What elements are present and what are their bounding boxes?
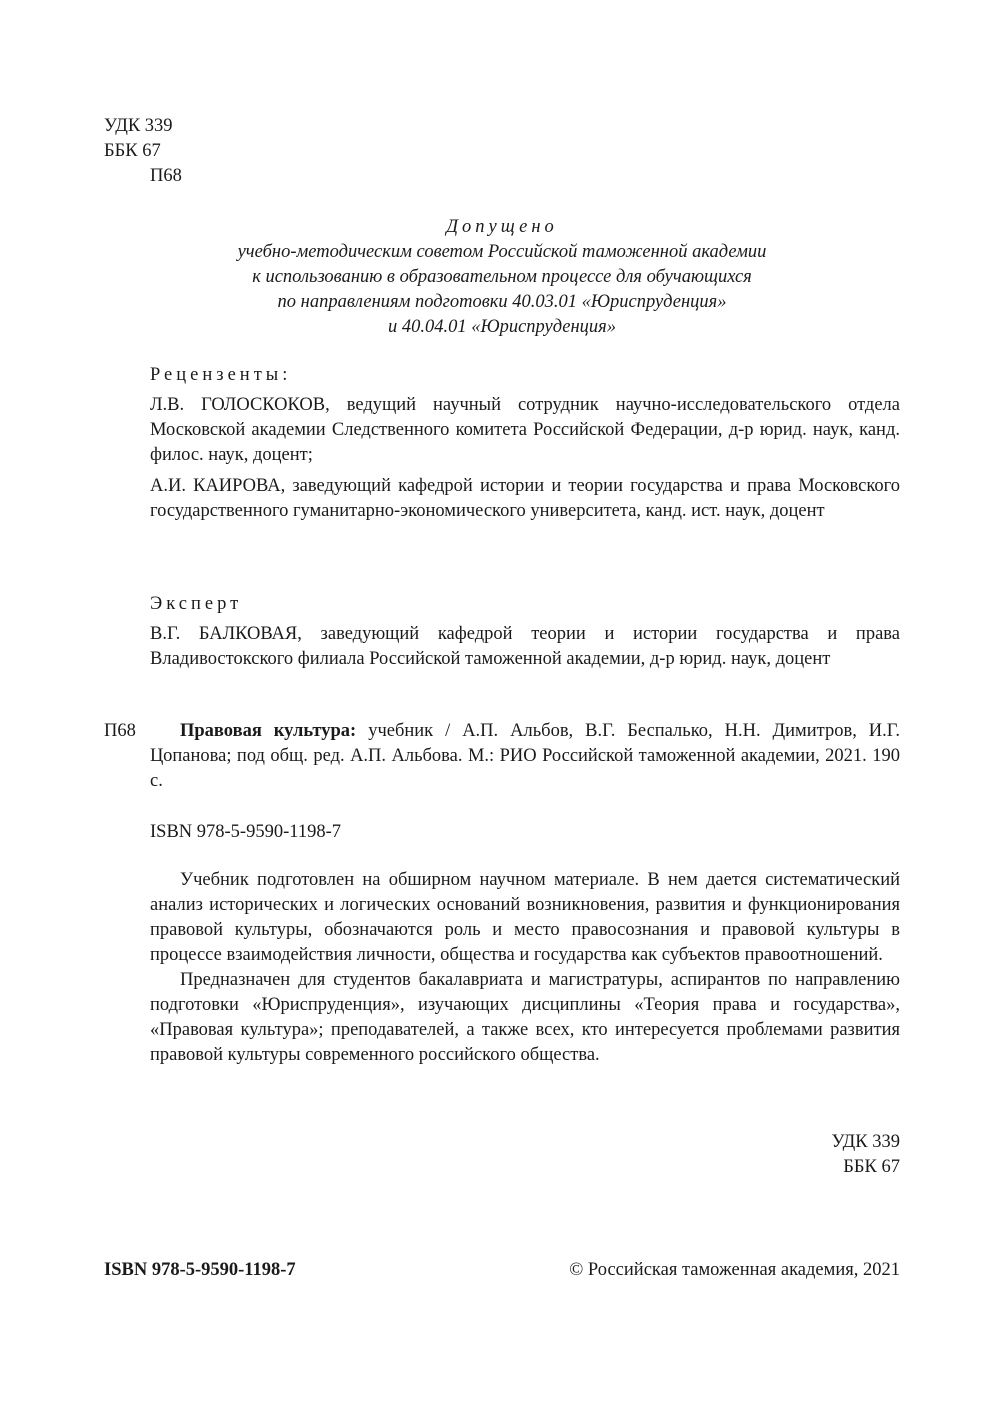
expert-entry: В.Г. БАЛКОВАЯ, заведующий кафедрой теории и истории государства и права Владивостокского филиала Российской таможенной академии, д-р юрид. наук, доцент	[150, 624, 900, 669]
abstract-paragraph: Предназначен для студентов бакалавриата и магистратуры, аспирантов по направлению подготовки «Юриспруденция», изучающих дисциплины «Теория права и государства», «Правовая культура»; преподавателей, а также всех, кто интересуется проблемами развития правовой культуры современного российского общества.	[150, 970, 900, 1065]
isbn-line: ISBN 978-5-9590-1198-7	[150, 822, 341, 842]
approval-line: по направлениям подготовки 40.03.01 «Юриспруденция»	[277, 292, 727, 312]
abstract-paragraph: Учебник подготовлен на обширном научном материале. В нем дается систематический анализ исторических и логических оснований возникновения, развития и функционирования правовой культуры, обозначаются роль и место правосознания и правовой культуры в процессе взаимодействия личности, общества и государства как субъектов правоотношений.	[150, 870, 900, 965]
abstract-section	[150, 868, 900, 1068]
expert-section	[150, 592, 900, 672]
reviewer-entry: А.И. КАИРОВА, заведующий кафедрой истории и теории государства и права Московского государственного гуманитарно-экономического университета, канд. ист. наук, доцент	[150, 476, 900, 521]
footer-copyright: © Российская таможенная академия, 2021	[569, 1260, 900, 1280]
bbk-code: ББК 67	[843, 1157, 900, 1177]
bbk-code: ББК 67	[104, 141, 161, 161]
biblio-details: учебник / А.П. Альбов, В.Г. Беспалько, Н.Н. Димитров, И.Г. Цопанова; под общ. ред. А.П. Альбова. М.: РИО Российской таможенной академии, 2021. 190 с.	[150, 721, 900, 791]
bibliographic-record	[150, 719, 900, 794]
author-sign: П68	[150, 166, 182, 186]
udk-code: УДК 339	[831, 1132, 900, 1152]
bottom-classification-codes	[700, 1130, 900, 1180]
reviewers-label: Рецензенты:	[150, 365, 292, 385]
approval-line: учебно-методическим советом Российской таможенной академии	[237, 242, 767, 262]
expert-label: Эксперт	[150, 594, 243, 614]
biblio-description	[150, 719, 900, 794]
biblio-author-sign: П68	[104, 721, 136, 741]
udk-code: УДК 339	[104, 116, 173, 136]
top-classification-codes	[104, 114, 182, 189]
approval-line: и 40.04.01 «Юриспруденция»	[387, 317, 617, 337]
reviewer-entry: Л.В. ГОЛОСКОКОВ, ведущий научный сотрудник научно-исследовательского отдела Московской академии Следственного комитета Российской Федерации, д-р юрид. наук, канд. филос. наук, доцент;	[150, 395, 900, 465]
approval-heading: Допущено	[446, 217, 558, 237]
footer-isbn: ISBN 978-5-9590-1198-7	[104, 1260, 296, 1280]
book-title: Правовая культура:	[180, 721, 357, 741]
approval-block	[104, 215, 900, 340]
reviewers-section	[150, 363, 900, 524]
approval-line: к использованию в образовательном процессе для обучающихся	[252, 267, 752, 287]
